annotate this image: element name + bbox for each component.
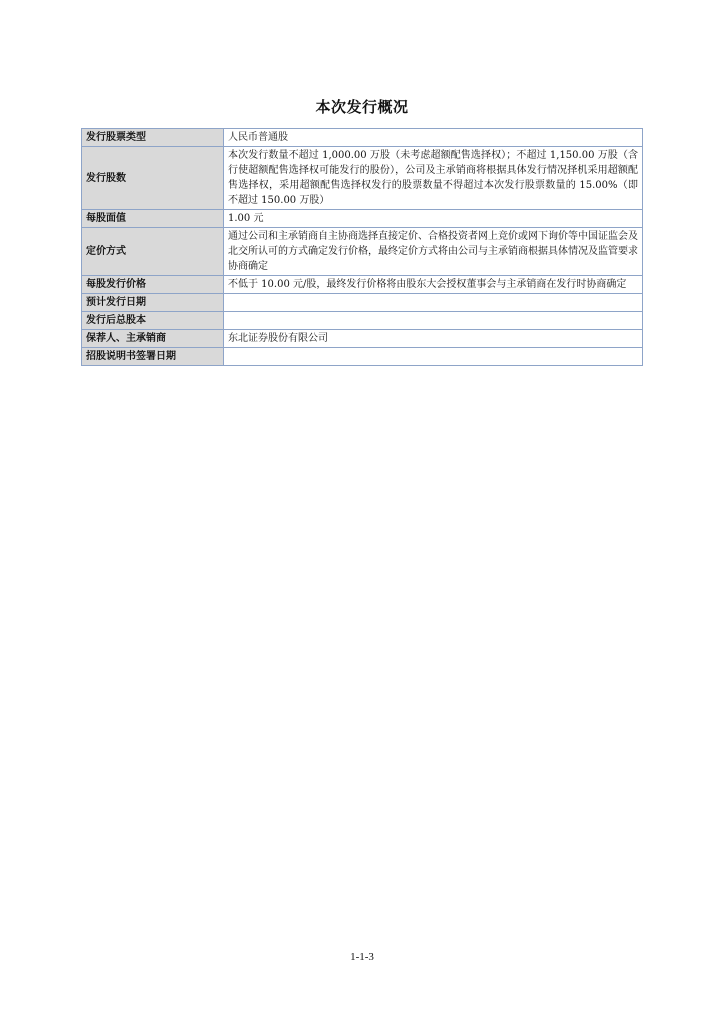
row-value-stock-type: 人民币普通股: [224, 129, 643, 147]
row-value-par-value: 1.00 元: [224, 210, 643, 228]
table-row: [82, 312, 643, 330]
row-value-signing-date: [224, 348, 643, 366]
row-value-issue-date: [224, 294, 643, 312]
table-row: [82, 330, 643, 348]
row-value-share-count: 本次发行数量不超过 1,000.00 万股（未考虑超额配售选择权）；不超过 1,150.00 万股（含行使超额配售选择权可能发行的股份），公司及主承销商将根据具体发行情况择机采用超额配售选择权，采用超额配售选择权发行的股票数量不得超过本次发行股票数量的 15.00%（即不超过 150.00 万股）: [224, 147, 643, 210]
offering-overview-table: [81, 128, 643, 366]
table-row: [82, 294, 643, 312]
row-label-pricing-method: 定价方式: [82, 228, 224, 276]
row-label-share-count: 发行股数: [82, 147, 224, 210]
row-label-total-shares: 发行后总股本: [82, 312, 224, 330]
table-row: [82, 276, 643, 294]
row-value-issue-price: 不低于 10.00 元/股，最终发行价格将由股东大会授权董事会与主承销商在发行时协商确定: [224, 276, 643, 294]
row-value-sponsor: 东北证券股份有限公司: [224, 330, 643, 348]
page-number: 1-1-3: [350, 951, 374, 963]
row-value-pricing-method: 通过公司和主承销商自主协商选择直接定价、合格投资者网上竞价或网下询价等中国证监会及北交所认可的方式确定发行价格，最终定价方式将由公司与主承销商根据具体情况及监管要求协商确定: [224, 228, 643, 276]
page-title: 本次发行概况: [315, 98, 409, 116]
row-label-sponsor: 保荐人、主承销商: [82, 330, 224, 348]
row-label-issue-price: 每股发行价格: [82, 276, 224, 294]
row-label-issue-date: 预计发行日期: [82, 294, 224, 312]
row-label-signing-date: 招股说明书签署日期: [82, 348, 224, 366]
table-row: [82, 147, 643, 210]
table-row: [82, 228, 643, 276]
row-label-par-value: 每股面值: [82, 210, 224, 228]
row-label-stock-type: 发行股票类型: [82, 129, 224, 147]
table-row: [82, 129, 643, 147]
table-row: [82, 210, 643, 228]
row-value-total-shares: [224, 312, 643, 330]
table-row: [82, 348, 643, 366]
